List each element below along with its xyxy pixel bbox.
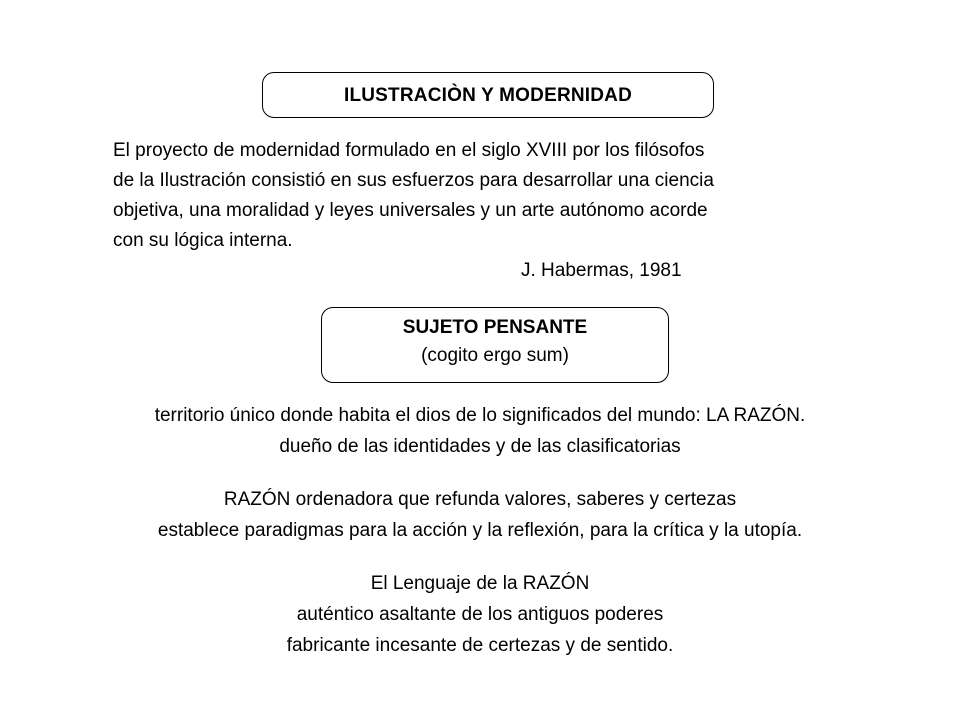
reason-paragraph [0, 484, 960, 546]
habermas-quote [113, 136, 873, 286]
language-line: fabricante incesante de certezas y de sentido. [286, 635, 674, 656]
quote-line: de la Ilustración consistió en sus esfuerzos para desarrollar una ciencia [113, 170, 714, 191]
language-line: auténtico asaltante de los antiguos poderes [296, 604, 664, 625]
page-title: ILUSTRACIÒN Y MODERNIDAD [343, 85, 633, 106]
territory-line: territorio único donde habita el dios de lo significados del mundo: LA RAZÓN. [154, 405, 806, 426]
subject-box [321, 307, 669, 383]
reason-line: establece paradigmas para la acción y la reflexión, para la crítica y la utopía. [157, 520, 803, 541]
quote-line: objetiva, una moralidad y leyes universales y un arte autónomo acorde [113, 200, 708, 221]
title-box [262, 72, 714, 118]
territory-paragraph [0, 400, 960, 462]
quote-line: El proyecto de modernidad formulado en el siglo XVIII por los filósofos [113, 140, 705, 161]
territory-line: dueño de las identidades y de las clasificatorias [279, 436, 681, 457]
quote-line: con su lógica interna. [113, 230, 293, 251]
language-paragraph [0, 568, 960, 661]
language-line: El Lenguaje de la RAZÓN [370, 573, 590, 594]
subject-title: SUJETO PENSANTE [402, 317, 588, 338]
subject-subtitle: (cogito ergo sum) [421, 345, 569, 366]
reason-line: RAZÓN ordenadora que refunda valores, saberes y certezas [223, 489, 737, 510]
quote-author: J. Habermas, 1981 [521, 260, 682, 281]
